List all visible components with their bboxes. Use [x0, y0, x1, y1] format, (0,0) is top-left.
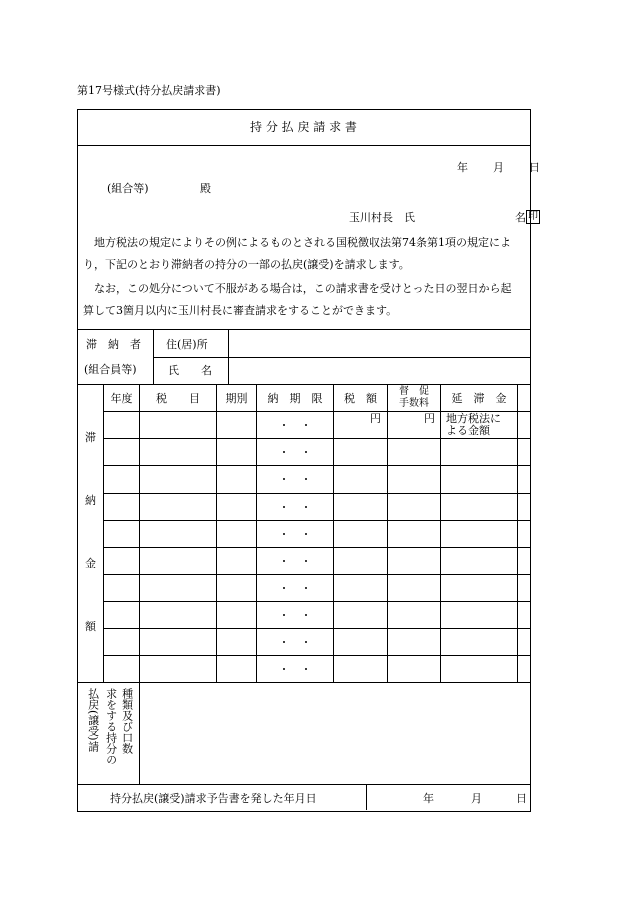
header-fee-bottom: 手数料 [399, 398, 429, 409]
due-date-placeholder: ・ ・ [278, 446, 312, 459]
due-date-placeholder: ・ ・ [278, 636, 312, 649]
form-frame [77, 109, 531, 812]
body-p1-line2: り，下記のとおり滞納者の持分の一部の払戻(譲受)を請求します。 [83, 258, 410, 271]
address-label: 住(居)所 [166, 338, 208, 351]
late-fee-note-line2: よる金額 [446, 424, 490, 437]
tax-amount-yen: 円 [370, 412, 381, 425]
addressee: (組合等) [107, 182, 149, 195]
form-number: 第17号様式(持分払戻請求書) [77, 84, 221, 97]
header-tax-amount: 税 額 [344, 392, 377, 405]
arrears-side-label-4: 額 [85, 620, 96, 633]
due-date-placeholder: ・ ・ [278, 609, 312, 622]
refund-label-col2: 求をする持分の [104, 688, 118, 765]
delinquent-sub-label: (組合員等) [84, 363, 137, 376]
seal-mark: 印 [528, 211, 538, 222]
header-due-date: 納 期 限 [267, 392, 323, 405]
delinquent-label: 滞 納 者 [86, 338, 141, 351]
issuer-name-suffix: 名 [515, 211, 526, 224]
notice-day-label: 日 [516, 792, 527, 805]
due-date-placeholder: ・ ・ [278, 528, 312, 541]
notice-label: 持分払戻(譲受)請求予告書を発した年月日 [110, 792, 317, 805]
body-p1-line1: 地方税法の規定によりその例によるものとされる国税徴収法第74条第1項の規定によ [94, 236, 511, 249]
notice-year-label: 年 [423, 792, 434, 805]
honorific: 殿 [200, 182, 211, 195]
due-date-placeholder: ・ ・ [278, 582, 312, 595]
refund-label-col3: 種類及び口数 [120, 688, 134, 754]
body-p2-line1: なお，この処分について不服がある場合は，この請求書を受けとった日の翌日から起 [94, 282, 512, 295]
header-fee-top: 督 促 [399, 386, 429, 397]
date-year-label: 年 [457, 161, 468, 174]
body-p2-line2: 算して3箇月以内に玉川村長に審査請求をすることができます。 [83, 304, 398, 317]
form-title: 持 分 払 戻 請 求 書 [250, 120, 357, 134]
date-month-label: 月 [493, 161, 504, 174]
due-date-placeholder: ・ ・ [278, 501, 312, 514]
name-label: 氏 名 [168, 364, 212, 377]
late-fee-note-line1: 地方税法に [446, 412, 501, 425]
due-date-placeholder: ・ ・ [278, 419, 312, 432]
arrears-side-label-3: 金 [85, 557, 96, 570]
issuer: 玉川村長 氏 [349, 211, 415, 224]
fee-yen: 円 [424, 412, 435, 425]
notice-month-label: 月 [471, 792, 482, 805]
refund-label-col1: 払戻(譲受)請 [86, 688, 100, 752]
due-date-placeholder: ・ ・ [278, 473, 312, 486]
due-date-placeholder: ・ ・ [278, 663, 312, 676]
header-late-fee: 延 滞 金 [451, 392, 507, 405]
header-year: 年度 [110, 392, 133, 405]
due-date-placeholder: ・ ・ [278, 555, 312, 568]
arrears-side-label-1: 滞 [85, 431, 96, 444]
header-period: 期別 [225, 392, 248, 405]
header-tax-item: 税 目 [156, 392, 200, 405]
arrears-side-label-2: 納 [85, 494, 96, 507]
date-day-label: 日 [529, 161, 540, 174]
